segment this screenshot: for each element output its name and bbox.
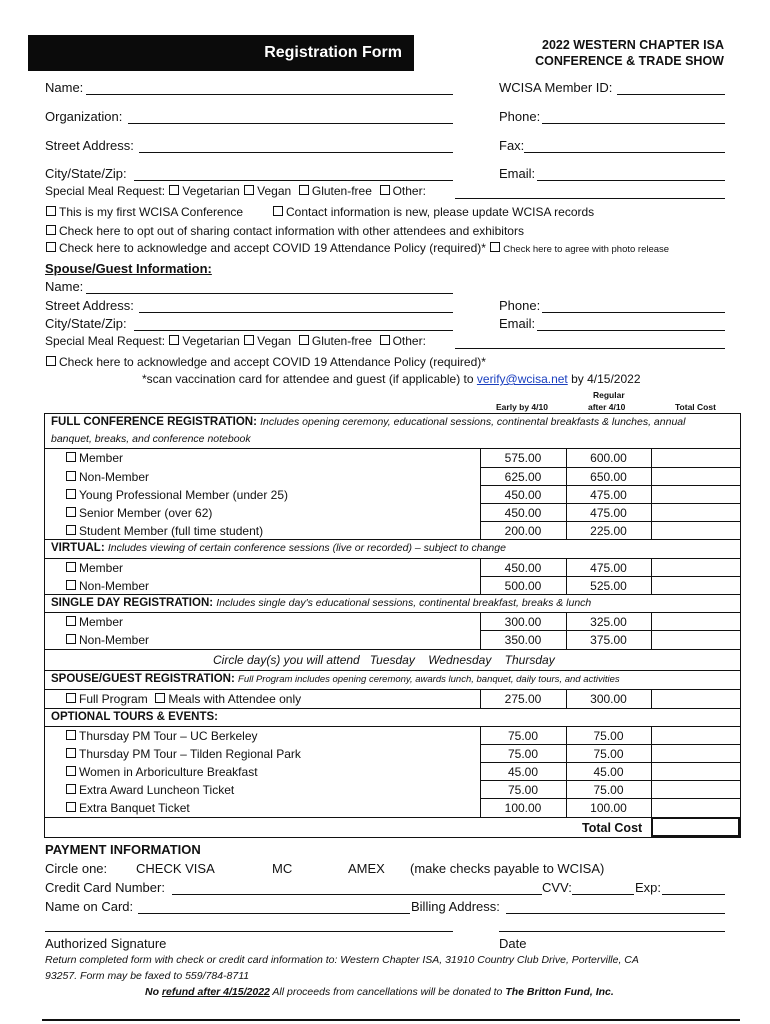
vegan-checkbox[interactable]: [244, 185, 254, 195]
col-regular-header-2: after 4/10: [588, 402, 626, 412]
full-student-option[interactable]: [65, 524, 263, 538]
fax-field[interactable]: [524, 138, 725, 153]
form-title-bar: [28, 35, 414, 71]
meal-request-label: Special Meal Request:: [45, 184, 166, 198]
col-early-header: Early by 4/10: [496, 402, 548, 412]
banquet-ticket-option[interactable]: [65, 801, 190, 815]
refund-no: No: [145, 986, 159, 998]
spouse-gluten-free-checkbox[interactable]: [299, 335, 309, 345]
meal-request-row: [45, 184, 426, 198]
date-field[interactable]: [499, 931, 725, 932]
spouse-street-label: Street Address:: [45, 298, 134, 313]
virtual-nonmember-option[interactable]: [65, 579, 149, 593]
tour-tilden-option[interactable]: [65, 747, 301, 761]
event-title-line2: CONFERENCE & TRADE SHOW: [535, 54, 724, 68]
banquet-ticket-early: 100.00: [504, 801, 542, 815]
full-nonmember-regular: 650.00: [590, 470, 627, 484]
opt-out-label: Check here to opt out of sharing contact information with other attendees and exhibitors: [59, 224, 524, 238]
virtual-desc: Includes viewing of certain conference sessions (live or recorded) – subject to change: [107, 542, 506, 554]
verify-email-link[interactable]: verify@wcisa.net: [476, 372, 568, 386]
spouse-registration-heading: SPOUSE/GUEST REGISTRATION:: [51, 673, 235, 685]
row-divider: [480, 576, 740, 577]
row-divider: [45, 689, 740, 690]
row-divider: [480, 762, 740, 763]
name-on-card-label: Name on Card:: [45, 899, 134, 914]
spouse-gluten-free-label: Gluten-free: [311, 334, 372, 348]
spouse-meals-checkbox[interactable]: [155, 693, 165, 703]
other-meal-label: Other:: [392, 184, 426, 198]
first-conference-label: This is my first WCISA Conference: [59, 205, 244, 219]
spouse-vegetarian-label: Vegetarian: [182, 334, 240, 348]
name-field[interactable]: [86, 80, 453, 95]
event-title-line1: 2022 WESTERN CHAPTER ISA: [542, 38, 724, 52]
full-student-early: 200.00: [504, 524, 542, 538]
contact-new-row: [272, 205, 594, 219]
refund-rest: All proceeds from cancellations will be donated to: [272, 986, 503, 998]
spouse-email-field[interactable]: [537, 316, 725, 331]
tour-berkeley-early: 75.00: [507, 729, 539, 743]
tour-berkeley-label: Thursday PM Tour – UC Berkeley: [79, 729, 258, 743]
single-member-early: 300.00: [504, 615, 542, 629]
street-label: Street Address:: [45, 138, 134, 153]
mc-option[interactable]: MC: [272, 861, 293, 876]
full-conference-heading: FULL CONFERENCE REGISTRATION:: [51, 416, 257, 428]
spouse-full-program-option[interactable]: [65, 692, 301, 706]
full-member-checkbox[interactable]: [66, 452, 76, 462]
spouse-city-label: City/State/Zip:: [45, 316, 127, 331]
spouse-covid-label: Check here to acknowledge and accept COVID 19 Attendance Policy (required)*: [59, 355, 486, 369]
full-nonmember-label: Non-Member: [79, 470, 150, 484]
vegan-label: Vegan: [257, 184, 292, 198]
full-student-regular: 225.00: [590, 524, 627, 538]
card-number-label: Credit Card Number:: [45, 880, 165, 895]
full-nonmember-checkbox[interactable]: [66, 471, 76, 481]
full-senior-checkbox[interactable]: [66, 507, 76, 517]
single-day-heading-row: [51, 597, 591, 609]
cvv-field[interactable]: [572, 880, 634, 895]
other-meal-field[interactable]: [455, 184, 725, 199]
email-field[interactable]: [537, 166, 725, 181]
spouse-other-meal-field[interactable]: [455, 334, 725, 349]
single-member-regular: 325.00: [590, 615, 627, 629]
tour-tilden-checkbox[interactable]: [66, 748, 76, 758]
vegetarian-label: Vegetarian: [182, 184, 240, 198]
spouse-name-label: Name:: [45, 279, 84, 294]
full-senior-early: 450.00: [504, 506, 542, 520]
fax-label: Fax:: [499, 138, 525, 153]
check-visa-option[interactable]: CHECK VISA: [136, 861, 215, 876]
payment-heading: PAYMENT INFORMATION: [45, 842, 201, 857]
women-breakfast-checkbox[interactable]: [66, 766, 76, 776]
form-title: Registration Form: [264, 44, 402, 61]
spouse-full-program-checkbox[interactable]: [66, 693, 76, 703]
single-member-checkbox[interactable]: [66, 616, 76, 626]
row-divider: [45, 594, 740, 595]
covid-label: Check here to acknowledge and accept COVID 19 Attendance Policy (required)*: [59, 241, 486, 255]
phone-field[interactable]: [542, 109, 725, 124]
award-luncheon-option[interactable]: [65, 783, 234, 797]
row-divider: [45, 558, 740, 559]
tour-tilden-label: Thursday PM Tour – Tilden Regional Park: [79, 747, 301, 761]
tour-berkeley-regular: 75.00: [593, 729, 624, 743]
row-divider: [480, 485, 740, 486]
virtual-heading: VIRTUAL:: [51, 542, 105, 554]
contact-new-checkbox[interactable]: [273, 206, 283, 216]
return-instructions-1: Return completed form with check or credit card information to: Western Chapter ISA, 31910 Country Club Drive, Porterville, CA: [45, 954, 639, 966]
virtual-nonmember-checkbox[interactable]: [66, 580, 76, 590]
row-divider: [45, 612, 740, 613]
row-divider: [480, 630, 740, 631]
photo-release-label: Check here to agree with photo release: [503, 244, 670, 255]
single-nonmember-option[interactable]: [65, 633, 149, 647]
spouse-registration-desc: Full Program includes opening ceremony, awards lunch, banquet, daily tours, and activities: [238, 674, 620, 685]
spouse-vegan-checkbox[interactable]: [244, 335, 254, 345]
women-breakfast-option[interactable]: [65, 765, 258, 779]
other-meal-checkbox[interactable]: [380, 185, 390, 195]
spouse-other-meal-checkbox[interactable]: [380, 335, 390, 345]
award-luncheon-label: Extra Award Luncheon Ticket: [79, 783, 235, 797]
col-total-header: Total Cost: [675, 402, 716, 412]
full-young-label: Young Professional Member (under 25): [79, 488, 289, 502]
single-nonmember-checkbox[interactable]: [66, 634, 76, 644]
full-senior-option[interactable]: [65, 506, 212, 520]
row-divider: [45, 670, 740, 671]
single-nonmember-regular: 375.00: [590, 633, 627, 647]
spouse-regular: 300.00: [590, 692, 627, 706]
street-field[interactable]: [139, 138, 453, 153]
circle-days[interactable]: Circle day(s) you will attend Tuesday Wednesday Thursday: [213, 653, 555, 667]
spouse-covid-row: [45, 355, 486, 369]
total-cost-label: Total Cost: [582, 821, 643, 835]
exp-field[interactable]: [662, 880, 725, 895]
award-luncheon-checkbox[interactable]: [66, 784, 76, 794]
vegetarian-checkbox[interactable]: [169, 185, 179, 195]
col-divider: [651, 448, 652, 539]
city-field[interactable]: [134, 166, 453, 181]
banquet-ticket-label: Extra Banquet Ticket: [79, 801, 190, 815]
scan-note-deadline: by 4/15/2022: [571, 372, 641, 386]
spouse-meal-row: [45, 334, 426, 348]
member-id-field[interactable]: [617, 80, 725, 95]
row-divider: [45, 448, 740, 449]
virtual-nonmember-regular: 525.00: [590, 579, 627, 593]
signature-label: Authorized Signature: [45, 936, 167, 951]
member-id-label: WCISA Member ID:: [499, 80, 613, 95]
spouse-phone-label: Phone:: [499, 298, 541, 313]
full-student-label: Student Member (full time student): [79, 524, 264, 538]
col-divider: [651, 689, 652, 708]
full-young-early: 450.00: [504, 488, 542, 502]
organization-label: Organization:: [45, 109, 123, 124]
scan-note: [142, 372, 641, 386]
full-senior-regular: 475.00: [590, 506, 627, 520]
name-on-card-field[interactable]: [138, 899, 410, 914]
organization-field[interactable]: [128, 109, 453, 124]
single-member-option[interactable]: [65, 615, 123, 629]
row-divider: [45, 539, 740, 540]
scan-note-text: *scan vaccination card for attendee and guest (if applicable) to: [142, 372, 474, 386]
full-conference-heading-row: [51, 416, 685, 428]
full-conference-desc-2: banquet, breaks, and conference notebook: [51, 433, 251, 445]
full-nonmember-early: 625.00: [504, 470, 542, 484]
covid-checkbox[interactable]: [46, 242, 56, 252]
award-luncheon-early: 75.00: [507, 783, 539, 797]
tour-tilden-regular: 75.00: [593, 747, 624, 761]
billing-address-label: Billing Address:: [411, 899, 500, 914]
full-member-early: 575.00: [504, 451, 542, 465]
tours-heading: OPTIONAL TOURS & EVENTS:: [51, 711, 218, 723]
row-divider: [45, 649, 740, 650]
virtual-member-label: Member: [79, 561, 124, 575]
row-divider: [480, 467, 740, 468]
full-member-label: Member: [79, 451, 124, 465]
full-member-regular: 600.00: [590, 451, 627, 465]
cvv-label: CVV:: [542, 880, 572, 895]
covid-row: [45, 241, 669, 255]
banquet-ticket-regular: 100.00: [590, 801, 627, 815]
virtual-member-regular: 475.00: [590, 561, 627, 575]
full-young-option[interactable]: [65, 488, 288, 502]
spouse-full-program-label: Full Program: [79, 692, 148, 706]
city-label: City/State/Zip:: [45, 166, 127, 181]
contact-new-label: Contact information is new, please update WCISA records: [286, 205, 595, 219]
col-divider: [651, 558, 652, 594]
single-day-heading: SINGLE DAY REGISTRATION:: [51, 597, 214, 609]
total-cost-field[interactable]: [651, 817, 740, 837]
opt-out-row: [45, 224, 524, 238]
spouse-other-meal-label: Other:: [392, 334, 426, 348]
photo-release-checkbox[interactable]: [490, 242, 500, 252]
return-instructions-2: 93257. Form may be faxed to 559/784-8711: [45, 970, 250, 982]
full-senior-label: Senior Member (over 62): [79, 506, 213, 520]
spouse-name-field[interactable]: [86, 279, 453, 294]
row-divider: [480, 798, 740, 799]
spouse-email-label: Email:: [499, 316, 536, 331]
full-young-regular: 475.00: [590, 488, 627, 502]
date-label: Date: [499, 936, 527, 951]
full-member-option[interactable]: [65, 451, 123, 465]
first-conference-checkbox[interactable]: [46, 206, 56, 216]
billing-address-field[interactable]: [506, 899, 725, 914]
refund-after: refund after 4/15/2022: [161, 986, 270, 998]
tour-berkeley-option[interactable]: [65, 729, 258, 743]
women-breakfast-regular: 45.00: [593, 765, 624, 779]
amex-option[interactable]: AMEX: [348, 861, 385, 876]
spouse-heading: Spouse/Guest Information:: [45, 261, 212, 276]
banquet-ticket-checkbox[interactable]: [66, 802, 76, 812]
row-divider: [480, 521, 740, 522]
spouse-vegan-label: Vegan: [257, 334, 292, 348]
spouse-covid-checkbox[interactable]: [46, 356, 56, 366]
bottom-rule: [42, 1019, 740, 1021]
spouse-city-field[interactable]: [134, 316, 453, 331]
women-breakfast-early: 45.00: [507, 765, 539, 779]
virtual-heading-row: [51, 542, 506, 554]
opt-out-checkbox[interactable]: [46, 225, 56, 235]
first-conference-row: [45, 205, 243, 219]
event-title: [535, 37, 724, 69]
col-divider: [651, 726, 652, 817]
name-label: Name:: [45, 80, 84, 95]
full-young-checkbox[interactable]: [66, 489, 76, 499]
award-luncheon-regular: 75.00: [593, 783, 624, 797]
row-divider: [45, 817, 740, 818]
phone-label: Phone:: [499, 109, 541, 124]
row-divider: [45, 726, 740, 727]
single-member-label: Member: [79, 615, 124, 629]
row-divider: [480, 780, 740, 781]
spouse-phone-field[interactable]: [542, 298, 725, 313]
spouse-registration-heading-row: [51, 673, 620, 685]
virtual-member-option[interactable]: [65, 561, 123, 575]
email-label: Email:: [499, 166, 536, 181]
circle-one-label: Circle one:: [45, 861, 108, 876]
women-breakfast-label: Women in Arboriculture Breakfast: [79, 765, 258, 779]
gluten-free-checkbox[interactable]: [299, 185, 309, 195]
spouse-meal-label: Special Meal Request:: [45, 334, 166, 348]
virtual-member-early: 450.00: [504, 561, 542, 575]
tour-tilden-early: 75.00: [507, 747, 539, 761]
single-nonmember-label: Non-Member: [79, 633, 150, 647]
registration-table: [44, 413, 741, 838]
refund-policy: [145, 986, 614, 998]
row-divider: [480, 744, 740, 745]
tour-berkeley-checkbox[interactable]: [66, 730, 76, 740]
gluten-free-label: Gluten-free: [311, 184, 372, 198]
exp-label: Exp:: [635, 880, 662, 895]
payable-note: (make checks payable to WCISA): [410, 861, 605, 876]
card-number-field[interactable]: [172, 880, 542, 895]
virtual-nonmember-early: 500.00: [504, 579, 542, 593]
spouse-street-field[interactable]: [139, 298, 453, 313]
row-divider: [45, 708, 740, 709]
spouse-early: 275.00: [504, 692, 542, 706]
col-divider: [651, 612, 652, 649]
full-student-checkbox[interactable]: [66, 525, 76, 535]
virtual-nonmember-label: Non-Member: [79, 579, 150, 593]
single-day-desc: Includes single day's educational sessions, continental breakfast, breaks & lunch: [216, 597, 592, 609]
refund-fund: The Britton Fund, Inc.: [505, 986, 614, 998]
spouse-vegetarian-checkbox[interactable]: [169, 335, 179, 345]
full-nonmember-option[interactable]: [65, 470, 149, 484]
single-nonmember-early: 350.00: [504, 633, 542, 647]
full-conference-desc: Includes opening ceremony, educational sessions, continental breakfasts & lunches, annual: [260, 416, 686, 428]
row-divider: [480, 503, 740, 504]
col-regular-header-1: Regular: [593, 390, 625, 400]
signature-field[interactable]: [45, 931, 453, 932]
virtual-member-checkbox[interactable]: [66, 562, 76, 572]
spouse-meals-label: Meals with Attendee only: [168, 692, 302, 706]
